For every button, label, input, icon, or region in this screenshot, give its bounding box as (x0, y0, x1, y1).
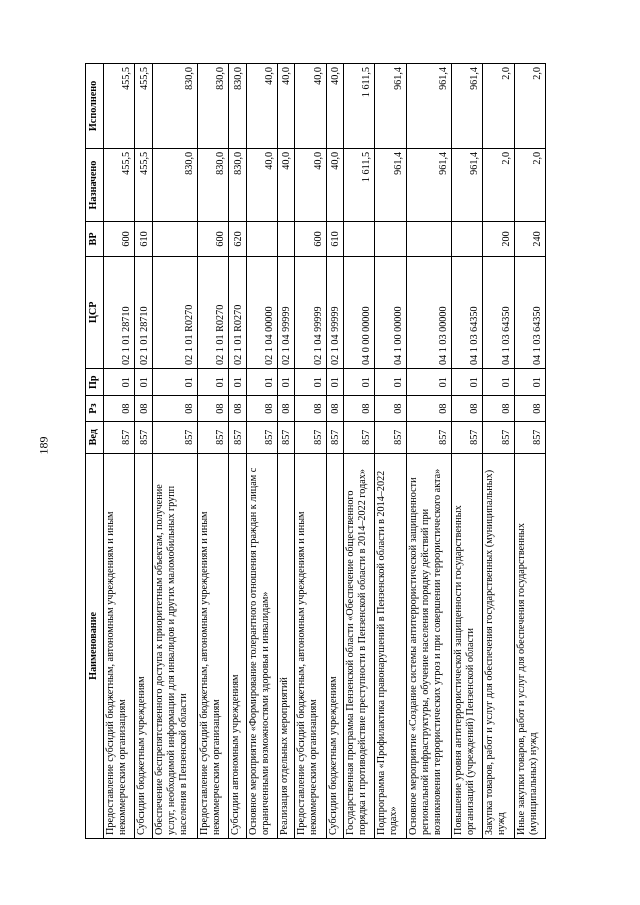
header-executed: Исполнено (86, 64, 104, 149)
cell-executed: 455,5 (104, 64, 135, 149)
cell-assigned: 40,0 (246, 148, 277, 221)
cell-pr: 01 (483, 368, 514, 396)
cell-name: Субсидии бюджетным учреждениям (326, 453, 343, 838)
cell-assigned: 40,0 (277, 148, 294, 221)
cell-pr: 01 (375, 368, 406, 396)
cell-rz: 08 (451, 396, 482, 421)
cell-assigned: 961,4 (406, 148, 451, 221)
cell-ved: 857 (344, 421, 375, 453)
cell-csr: 02 1 01 R0270 (197, 256, 228, 368)
cell-rz: 08 (277, 396, 294, 421)
rotated-table-container (85, 63, 546, 839)
cell-rz: 08 (229, 396, 246, 421)
cell-assigned: 830,0 (229, 148, 246, 221)
cell-csr: 04 1 03 00000 (406, 256, 451, 368)
cell-rz: 08 (135, 396, 152, 421)
cell-assigned: 2,0 (514, 148, 545, 221)
cell-ved: 857 (152, 421, 197, 453)
header-rz: Рз (86, 396, 104, 421)
cell-ved: 857 (514, 421, 545, 453)
header-vr: ВР (86, 222, 104, 256)
cell-vr (277, 222, 294, 256)
cell-pr: 01 (451, 368, 482, 396)
cell-vr: 610 (326, 222, 343, 256)
table-row (152, 64, 197, 839)
cell-pr: 01 (277, 368, 294, 396)
cell-ved: 857 (104, 421, 135, 453)
header-ved: Вед (86, 421, 104, 453)
cell-vr: 200 (483, 222, 514, 256)
cell-rz: 08 (246, 396, 277, 421)
cell-executed: 40,0 (295, 64, 326, 149)
cell-vr (246, 222, 277, 256)
cell-assigned: 2,0 (483, 148, 514, 221)
header-name: Наименование (86, 453, 104, 838)
cell-ved: 857 (277, 421, 294, 453)
cell-assigned: 40,0 (295, 148, 326, 221)
cell-assigned: 830,0 (152, 148, 197, 221)
cell-name: Иные закупки товаров, работ и услуг для обеспечения государственных (муниципальных) нужд (514, 453, 545, 838)
cell-executed: 961,4 (375, 64, 406, 149)
cell-executed: 40,0 (246, 64, 277, 149)
cell-name: Субсидии бюджетным учреждениям (135, 453, 152, 838)
cell-rz: 08 (375, 396, 406, 421)
cell-name: Закупка товаров, работ и услуг для обеспечения государственных (муниципальных) нужд (483, 453, 514, 838)
cell-executed: 1 611,5 (344, 64, 375, 149)
table-row (514, 64, 545, 839)
cell-csr: 04 1 03 64350 (514, 256, 545, 368)
cell-assigned: 961,4 (375, 148, 406, 221)
cell-ved: 857 (326, 421, 343, 453)
cell-name: Основное мероприятие «Создание системы антитеррористической защищенности региональной инфраструктуры, обучение населения порядку действий при возникновении террористических угроз и при совершении террористического акта» (406, 453, 451, 838)
table-row (197, 64, 228, 839)
cell-vr: 600 (295, 222, 326, 256)
cell-csr: 04 1 03 64350 (451, 256, 482, 368)
cell-csr: 04 1 03 64350 (483, 256, 514, 368)
table-row (246, 64, 277, 839)
cell-csr: 02 1 04 99999 (295, 256, 326, 368)
table-row (229, 64, 246, 839)
cell-pr: 01 (514, 368, 545, 396)
cell-csr: 02 1 04 99999 (326, 256, 343, 368)
cell-csr: 02 1 01 28710 (135, 256, 152, 368)
cell-ved: 857 (483, 421, 514, 453)
table-row (135, 64, 152, 839)
cell-executed: 830,0 (197, 64, 228, 149)
cell-ved: 857 (451, 421, 482, 453)
cell-csr: 02 1 01 R0270 (229, 256, 246, 368)
header-pr: Пр (86, 368, 104, 396)
cell-assigned: 1 611,5 (344, 148, 375, 221)
cell-ved: 857 (197, 421, 228, 453)
table-row (277, 64, 294, 839)
cell-csr: 02 1 01 R0270 (152, 256, 197, 368)
cell-name: Предоставление субсидий бюджетным, автономным учреждениям и иным некоммерческим организациям (104, 453, 135, 838)
cell-name: Предоставление субсидий бюджетным, автономным учреждениям и иным некоммерческим организациям (197, 453, 228, 838)
cell-name: Обеспечение беспрепятственного доступа к приоритетным объектам, получение услуг, необходимой информации для инвалидов и других маломобильных групп населения в Пензенской области (152, 453, 197, 838)
cell-executed: 455,5 (135, 64, 152, 149)
cell-executed: 40,0 (277, 64, 294, 149)
cell-pr: 01 (197, 368, 228, 396)
table-row (295, 64, 326, 839)
cell-rz: 08 (152, 396, 197, 421)
cell-pr: 01 (152, 368, 197, 396)
cell-ved: 857 (295, 421, 326, 453)
cell-rz: 08 (514, 396, 545, 421)
cell-vr: 600 (104, 222, 135, 256)
table-row (406, 64, 451, 839)
cell-executed: 2,0 (514, 64, 545, 149)
cell-rz: 08 (406, 396, 451, 421)
cell-executed: 830,0 (152, 64, 197, 149)
cell-executed: 961,4 (451, 64, 482, 149)
table-row (483, 64, 514, 839)
cell-csr: 02 1 04 00000 (246, 256, 277, 368)
header-csr: ЦСР (86, 256, 104, 368)
cell-assigned: 455,5 (104, 148, 135, 221)
cell-executed: 830,0 (229, 64, 246, 149)
cell-vr: 600 (197, 222, 228, 256)
table-row (344, 64, 375, 839)
cell-executed: 2,0 (483, 64, 514, 149)
cell-ved: 857 (135, 421, 152, 453)
cell-assigned: 830,0 (197, 148, 228, 221)
cell-ved: 857 (229, 421, 246, 453)
cell-rz: 08 (344, 396, 375, 421)
cell-pr: 01 (229, 368, 246, 396)
cell-vr: 610 (135, 222, 152, 256)
cell-assigned: 40,0 (326, 148, 343, 221)
cell-name: Подпрограмма «Профилактика правонарушений в Пензенской области в 2014–2022 годах» (375, 453, 406, 838)
cell-assigned: 455,5 (135, 148, 152, 221)
cell-csr: 02 1 01 28710 (104, 256, 135, 368)
table-body (104, 64, 546, 839)
cell-vr (451, 222, 482, 256)
cell-ved: 857 (406, 421, 451, 453)
cell-vr (375, 222, 406, 256)
table-row (326, 64, 343, 839)
cell-pr: 01 (135, 368, 152, 396)
cell-assigned: 961,4 (451, 148, 482, 221)
cell-rz: 08 (104, 396, 135, 421)
table-row (104, 64, 135, 839)
cell-vr (152, 222, 197, 256)
cell-ved: 857 (246, 421, 277, 453)
cell-csr: 02 1 04 99999 (277, 256, 294, 368)
table-row (451, 64, 482, 839)
budget-table (85, 63, 546, 839)
cell-name: Субсидии автономным учреждениям (229, 453, 246, 838)
cell-pr: 01 (104, 368, 135, 396)
cell-csr: 04 0 00 00000 (344, 256, 375, 368)
cell-vr: 620 (229, 222, 246, 256)
cell-pr: 01 (406, 368, 451, 396)
header-assigned: Назначено (86, 148, 104, 221)
cell-name: Реализация отдельных мероприятий (277, 453, 294, 838)
cell-pr: 01 (295, 368, 326, 396)
cell-name: Предоставление субсидий бюджетным, автономным учреждениям и иным некоммерческим организациям (295, 453, 326, 838)
cell-pr: 01 (326, 368, 343, 396)
page-number: 189 (36, 436, 51, 455)
table-row (375, 64, 406, 839)
cell-vr (344, 222, 375, 256)
cell-name: Основное мероприятие «Формирование толерантного отношения граждан к лицам с ограниченными возможностями здоровья и инвалидам» (246, 453, 277, 838)
cell-name: Государственная программа Пензенской области «Обеспечение общественного порядка и противодействие преступности в Пензенской области в 2014–2022 годах» (344, 453, 375, 838)
cell-executed: 961,4 (406, 64, 451, 149)
cell-vr (406, 222, 451, 256)
cell-rz: 08 (483, 396, 514, 421)
cell-vr: 240 (514, 222, 545, 256)
table-header-row (86, 64, 104, 839)
cell-rz: 08 (295, 396, 326, 421)
cell-pr: 01 (344, 368, 375, 396)
cell-rz: 08 (197, 396, 228, 421)
cell-rz: 08 (326, 396, 343, 421)
cell-name: Повышение уровня антитеррористической защищенности государственных организаций (учреждений) Пензенской области (451, 453, 482, 838)
cell-pr: 01 (246, 368, 277, 396)
cell-executed: 40,0 (326, 64, 343, 149)
cell-csr: 04 1 00 00000 (375, 256, 406, 368)
cell-ved: 857 (375, 421, 406, 453)
